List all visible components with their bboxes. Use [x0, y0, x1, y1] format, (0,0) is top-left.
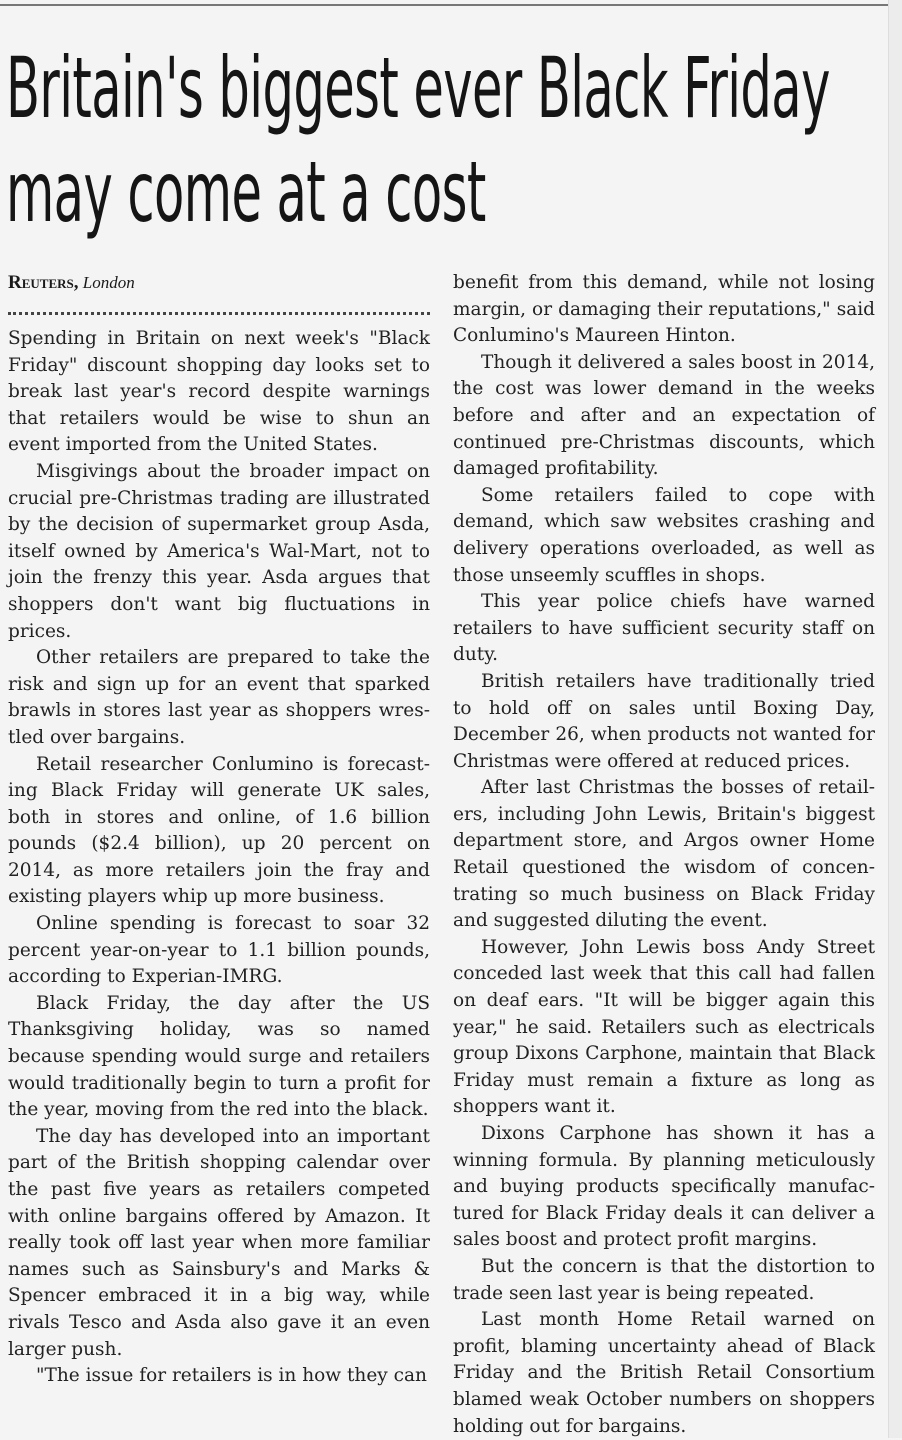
- article-paragraph: Other retailers are prepared to take the risk and sign up for an event that sparked brawls in stores last year as shoppers wrestled over bargains.: [8, 647, 430, 748]
- left-column: [8, 326, 430, 1390]
- article-paragraph: "The issue for retailers is in how they can: [36, 1365, 427, 1387]
- headline-block: [6, 36, 876, 256]
- article-paragraph: Retail researcher Conlumino is forecasting Black Friday will generate UK sales, both in stores and online, of 1.6 billion pounds ($2.4 billion), up 20 percent on 2014, as more retailers join the fray and existing players whip up more business.: [8, 753, 430, 908]
- dotted-divider: [8, 312, 430, 315]
- article-paragraph: Misgivings about the broader impact on crucial pre-Christmas trading are illustrated by the decision of supermarket group Asda, itself owned by America's Wal-Mart, not to join the frenzy this year. Asda argues that shoppers don't want big fluctuations in prices.: [8, 460, 430, 642]
- page-edge: [888, 0, 902, 1438]
- article-paragraph: But the concern is that the distortion to trade seen last year is being repeated.: [453, 1255, 875, 1304]
- article-paragraph: This year police chiefs have warned retailers to have sufficient security staff on duty.: [453, 591, 875, 666]
- article-paragraph: Dixons Carphone has shown it has a winning formula. By planning meticulously and buying products specifically manufactured for Black Friday deals it can deliver a sales boost and protect profit margins.: [453, 1123, 875, 1251]
- article-paragraph: However, John Lewis boss Andy Street conceded last week that this call had fallen on deaf ears. "It will be bigger again this year," he said. Retailers such as electricals group Dixons Carphone, maintain that Black Friday must remain a fixture as long as shoppers want it.: [453, 936, 875, 1118]
- article-paragraph: Some retailers failed to cope with demand, which saw websites crashing and delivery operations overloaded, as well as those unseemly scuffles in shops.: [453, 484, 875, 586]
- article-paragraph: After last Christmas the bosses of retailers, including John Lewis, Britain's biggest department store, and Argos owner Home Retail questioned the wisdom of concentrating so much business on Black Friday and suggested diluting the event.: [453, 777, 875, 932]
- article-paragraph: British retailers have traditionally tried to hold off on sales until Boxing Day, December 26, when products not wanted for Christmas were offered at reduced prices.: [453, 670, 875, 772]
- byline-city: London: [82, 273, 135, 292]
- byline: [8, 272, 135, 294]
- right-column: [453, 270, 875, 1440]
- article-paragraph: Though it delivered a sales boost in 2014, the cost was lower demand in the weeks before and after and an expectation of continued pre-Christmas discounts, which damaged profitability.: [453, 351, 875, 480]
- top-rule: [0, 4, 902, 6]
- article-paragraph: Last month Home Retail warned on profit, blaming uncertainty ahead of Black Friday and the British Retail Consortium blamed weak October numbers on shoppers holding out for bargains.: [453, 1309, 875, 1437]
- byline-agency: Reuters,: [8, 272, 79, 293]
- article-paragraph: Online spending is forecast to soar 32 percent year-on-year to 1.1 billion pounds, according to Experian-IMRG.: [8, 913, 430, 988]
- article-paragraph: Spending in Britain on next week's "Black Friday" discount shopping day looks set to break last year's record despite warnings that retailers would be wise to shun an event imported from the United States.: [8, 328, 430, 456]
- article-paragraph: The day has developed into an important part of the British shopping calendar over the past five years as retailers competed with online bargains offered by Amazon. It really took off last year when more familiar names such as Sainsbury's and Marks & Spencer embraced it in a big way, while rivals Tesco and Asda also gave it an even larger push.: [8, 1125, 430, 1360]
- article-paragraph: Black Friday, the day after the US Thanksgiving holiday, was so named because spending would surge and retailers would traditionally begin to turn a profit for the year, moving from the red into the black.: [8, 992, 430, 1121]
- article-paragraph: benefit from this demand, while not losing margin, or damaging their reputations," said Conlumino's Maureen Hinton.: [453, 272, 875, 347]
- headline: Britain's biggest ever Black Friday may come at a cost: [6, 39, 830, 241]
